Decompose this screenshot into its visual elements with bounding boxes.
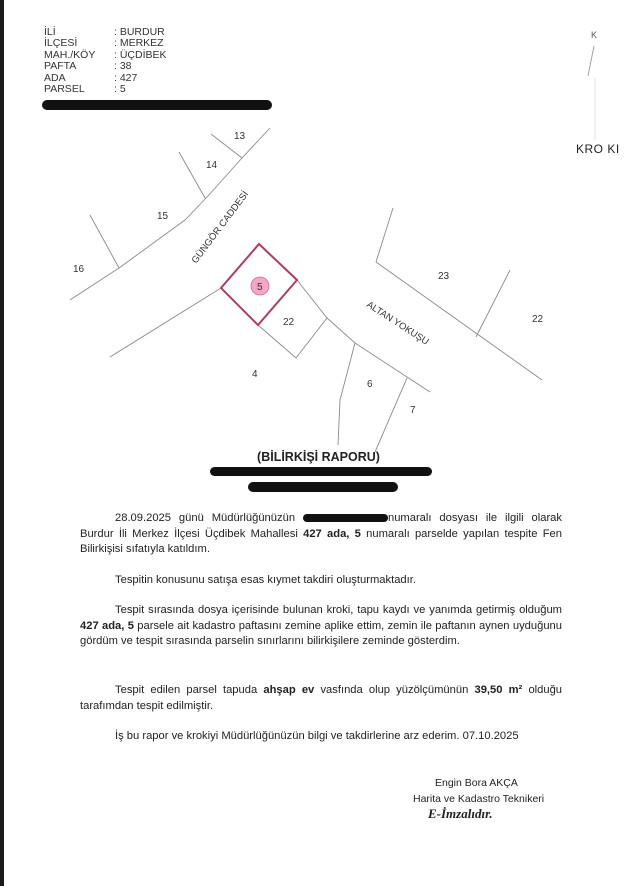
parcel-label-22a: 22 — [283, 317, 295, 328]
parcel-label-14: 14 — [206, 160, 218, 171]
report-paragraph-2: Tespitin konusunu satışa esas kıymet takdiri oluşturmaktadır. — [115, 574, 416, 586]
street-label-gungor: GÜNGÖR CADDESİ — [189, 189, 252, 266]
report-paragraph-1: 28.09.2025 günü Müdürlüğünüzün numaralı dosyası ile ilgili olarak Burdur İli Merkez İlçesi Üçdibek Mahallesi 427 ada, 5 numaralı parselde yapılan tespite Fen Bilirkişisi sıfatıyla katıldım. — [80, 512, 563, 556]
info-row-il: İLİ : BURDUR — [44, 26, 165, 38]
redacted-file-number — [303, 514, 388, 522]
report-paragraph-5: İş bu rapor ve krokiyi Müdürlüğünüzün bilgi ve takdirlerine arz ederim. 07.10.2025 — [115, 730, 519, 742]
report-title: (BİLİRKİŞİ RAPORU) — [257, 450, 380, 464]
parcel-label-23: 23 — [438, 271, 450, 282]
info-row-ilce: İLÇESİ : MERKEZ — [44, 37, 164, 50]
info-row-ada: ADA : 427 — [44, 71, 138, 84]
redacted-court-name — [210, 467, 432, 476]
signer-name: Engin Bora AKÇA — [435, 777, 518, 789]
parcel-label-15: 15 — [157, 211, 169, 222]
info-row-parsel: PARSEL : 5 — [44, 83, 126, 96]
info-row-pafta: PAFTA : 38 — [44, 60, 132, 73]
kroki-label: KRO KI — [576, 142, 620, 156]
parcel-label-7: 7 — [410, 405, 416, 416]
street-label-altan: ALTAN YOKUŞU — [364, 299, 431, 348]
info-row-mahalle: MAH./KÖY : ÜÇDİBEK — [44, 48, 167, 61]
parcel-label-5: 5 — [257, 282, 263, 293]
report-paragraph-3: Tespit sırasında dosya içerisinde bulunan kroki, tapu kaydı ve yanımda getirmiş olduğum 427 ada, 5 parsele ait kadastro paftasını zemine aplike ettim, zemin ile paftanın aynen uyduğunu gördüm ve tespit sırasında parselin sınırlarını bilirkişilere zeminde gösterdim. — [80, 604, 562, 648]
parcel-label-13: 13 — [234, 131, 246, 142]
north-label: K — [591, 30, 598, 40]
report-paragraph-4: Tespit edilen parsel tapuda ahşap ev vasfında olup yüzölçümünün 39,50 m² olduğu tarafımdan tespit edilmiştir. — [80, 684, 563, 712]
parcel-label-6: 6 — [367, 379, 373, 390]
signer-role: Harita ve Kadastro Teknikeri — [413, 793, 545, 805]
parcel-label-16: 16 — [73, 264, 85, 275]
redacted-court-dept — [248, 482, 398, 492]
parcel-label-22b: 22 — [532, 314, 544, 325]
parcel-label-4: 4 — [252, 369, 258, 380]
e-signature: E-İmzalıdır. — [428, 806, 493, 821]
